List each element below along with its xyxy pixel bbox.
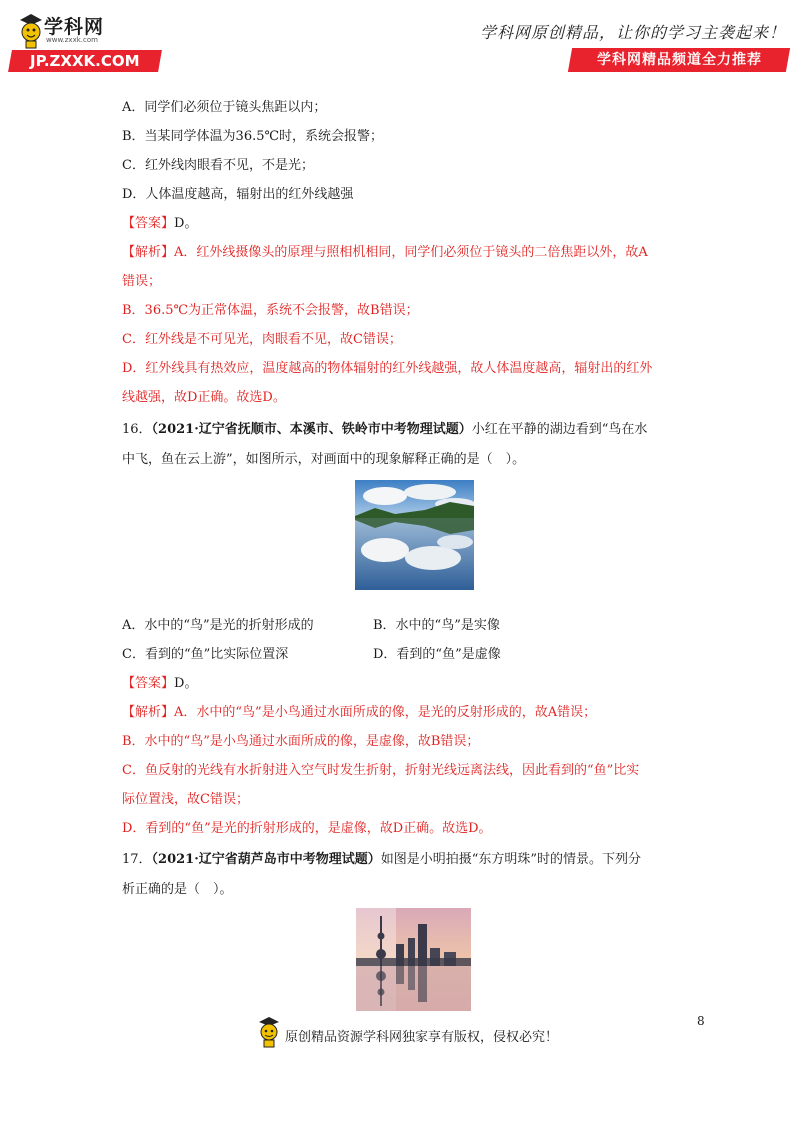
analysis-label: 【解析】 <box>122 245 175 260</box>
q15-option-a: A．同学们必须位于镜头焦距以内； <box>122 100 327 115</box>
q15-analysis-line: 错误； <box>122 274 162 289</box>
q16-analysis-line: D．看到的“鱼”是光的折射形成的，是虚像，故D正确。故选D。 <box>122 821 492 836</box>
question-source: （2021·辽宁省葫芦岛市中考物理试题） <box>151 852 381 867</box>
oriental-pearl-tower-photo <box>356 908 471 1011</box>
q15-analysis-line: C．红外线是不可见光，肉眼看不见，故C错误； <box>122 332 402 347</box>
q16-option-c: C．看到的“鱼”比实际位置深 <box>122 647 289 662</box>
question-source: （2021·辽宁省抚顺市、本溪市、铁岭市中考物理试题） <box>151 422 472 437</box>
q16-stem <box>122 420 712 440</box>
q15-analysis-line: B．36.5℃为正常体温，系统不会报警，故B错误； <box>122 303 419 318</box>
q17-stem <box>122 850 712 870</box>
question-number: 17． <box>122 852 152 867</box>
q15-option-d: D．人体温度越高，辐射出的红外线越强 <box>122 187 354 202</box>
q15-analysis-line <box>122 243 712 263</box>
question-text: 如图是小明拍摄“东方明珠”时的情景。下列分 <box>380 852 642 867</box>
answer-value: D。 <box>174 676 198 691</box>
question-number: 16． <box>122 422 152 437</box>
logo-site: www.zxxk.com <box>46 36 98 44</box>
q16-stem-cont: 中飞，鱼在云上游”，如图所示，对画面中的现象解释正确的是（ ）。 <box>122 452 526 467</box>
logo-name: 学科网 <box>44 16 105 38</box>
question-text: 小红在平静的湖边看到“鸟在水 <box>471 422 648 437</box>
q16-option-b: B．水中的“鸟”是实像 <box>373 618 500 633</box>
analysis-label: 【解析】 <box>122 705 175 720</box>
channel-band[interactable] <box>568 48 790 72</box>
q15-option-c: C．红外线肉眼看不见，不是光； <box>122 158 314 173</box>
q16-analysis-line: B．水中的“鸟”是小鸟通过水面所成的像，是虚像，故B错误； <box>122 734 480 749</box>
q15-analysis-line: D．红外线具有热效应，温度越高的物体辐射的红外线越强，故人体温度越高，辐射出的红外 <box>122 361 653 376</box>
q16-analysis-line <box>122 703 712 723</box>
slogan: 学科网原创精品，让你的学习主袭起来！ <box>479 23 786 42</box>
logo-band[interactable] <box>8 50 162 72</box>
q15-answer <box>122 214 712 234</box>
page-header <box>0 0 800 80</box>
q16-option-d: D．看到的“鱼”是虚像 <box>373 647 501 662</box>
mascot-footer-icon <box>257 1016 281 1048</box>
q16-answer <box>122 674 712 694</box>
answer-value: D。 <box>174 216 198 231</box>
q16-option-a: A．水中的“鸟”是光的折射形成的 <box>122 618 314 633</box>
analysis-text: A．水中的“鸟”是小鸟通过水面所成的像，是光的反射形成的，故A错误； <box>174 705 597 720</box>
q17-stem-cont: 析正确的是（ ）。 <box>122 882 233 897</box>
copyright-notice: 原创精品资源学科网独家享有版权，侵权必究！ <box>285 1030 559 1045</box>
analysis-text: A．红外线摄像头的原理与照相机相同，同学们必须位于镜头的二倍焦距以外，故A <box>174 245 648 260</box>
q15-analysis-line: 线越强，故D正确。故选D。 <box>122 390 286 405</box>
answer-label: 【答案】 <box>122 216 175 231</box>
answer-label: 【答案】 <box>122 676 175 691</box>
mascot-logo-icon <box>18 12 44 50</box>
lake-reflection-photo <box>355 480 474 590</box>
q16-analysis-line: C．鱼反射的光线有水折射进入空气时发生折射，折射光线远离法线，因此看到的“鱼”比实 <box>122 763 640 778</box>
channel-band-label: 学科网精品频道全力推荐 <box>596 52 762 68</box>
logo-band-label: JP.ZXXK.COM <box>30 52 140 70</box>
q16-analysis-line: 际位置浅，故C错误； <box>122 792 249 807</box>
page-number: 8 <box>697 1014 705 1028</box>
q15-option-b: B．当某同学体温为36.5℃时，系统会报警； <box>122 129 384 144</box>
